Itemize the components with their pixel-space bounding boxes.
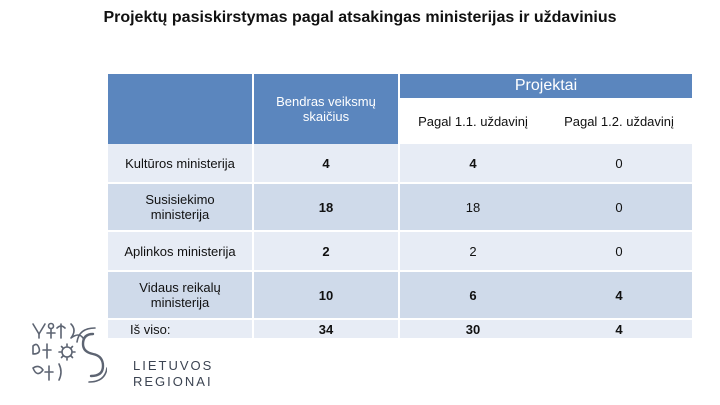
header-task-2: Pagal 1.2. uždavinį [546,98,692,144]
cell-actions: 4 [254,144,398,182]
logo-line-1: LIETUVOS [133,358,214,373]
cell-task-1: 4 [400,144,546,182]
row-label-culture: Kultūros ministerija [108,144,252,182]
cell-task-2: 0 [546,232,692,270]
cell-task-1: 6 [400,272,546,318]
cell-actions: 10 [254,272,398,318]
row-label-environment: Aplinkos ministerija [108,232,252,270]
cell-task-1: 30 [400,320,546,338]
cell-task-1: 18 [400,184,546,230]
cell-task-2: 0 [546,144,692,182]
page-title: Projektų pasiskirstymas pagal atsakingas ministerijas ir uždavinius [103,9,617,26]
logo-line-2: REGIONAI [133,374,213,389]
lietuvos-regionai-logo [27,320,214,395]
cell-actions: 18 [254,184,398,230]
cell-actions: 34 [254,320,398,338]
header-projects: Projektai [400,74,692,98]
row-label-transport: Susisiekimo ministerija [108,184,252,230]
header-task-1: Pagal 1.1. uždavinį [400,98,546,144]
cell-task-1: 2 [400,232,546,270]
cell-task-2: 4 [546,272,692,318]
table-header-corner [108,74,252,144]
header-total-actions: Bendras veiksmų skaičius [254,74,398,144]
cell-task-2: 4 [546,320,692,338]
row-label-interior: Vidaus reikalų ministerija [108,272,252,318]
row-label-total: Iš viso: [108,320,252,338]
logo-icon [27,320,107,392]
cell-actions: 2 [254,232,398,270]
cell-task-2: 0 [546,184,692,230]
